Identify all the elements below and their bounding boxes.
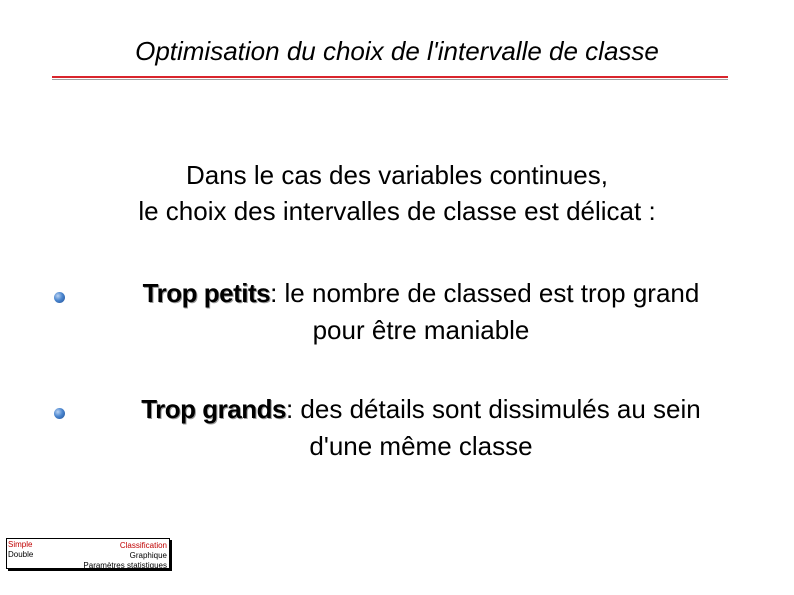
bullet-term: Trop petits — [142, 278, 271, 308]
slide-title: Optimisation du choix de l'intervalle de classe — [135, 36, 659, 66]
nav-link-graphique[interactable]: Graphique — [129, 551, 167, 560]
nav-link-classification[interactable]: Classification — [119, 541, 167, 550]
bullet-sphere-icon — [54, 292, 65, 303]
bullet-description-line-2: pour être maniable — [312, 315, 530, 345]
bullet-item-too-large — [50, 391, 770, 465]
bullet-description-line-2: d'une même classe — [309, 431, 533, 461]
bullet-description-line-1: : des détails sont dissimulés au sein — [285, 394, 701, 424]
bullet-text — [72, 391, 770, 465]
intro-line-2: le choix des intervalles de classe est délicat : — [138, 196, 656, 226]
nav-link-parametres-statistiques[interactable]: Paramètres statistiques — [83, 561, 167, 570]
nav-right-group — [83, 541, 167, 571]
nav-link-simple[interactable]: Simple — [8, 540, 33, 549]
bullet-text — [72, 275, 770, 349]
nav-link-double[interactable]: Double — [8, 550, 34, 559]
nav-left-group — [8, 540, 33, 560]
title-underline-grey — [52, 79, 728, 80]
bullet-sphere-icon — [54, 408, 65, 419]
navigation-box — [6, 538, 170, 569]
bullet-description-line-1: : le nombre de classed est trop grand — [270, 278, 700, 308]
bullet-term: Trop grands — [141, 394, 286, 424]
bullet-item-too-small — [50, 275, 770, 349]
title-underline-red — [52, 76, 728, 78]
intro-text — [0, 157, 794, 229]
intro-line-1: Dans le cas des variables continues, — [185, 160, 608, 190]
